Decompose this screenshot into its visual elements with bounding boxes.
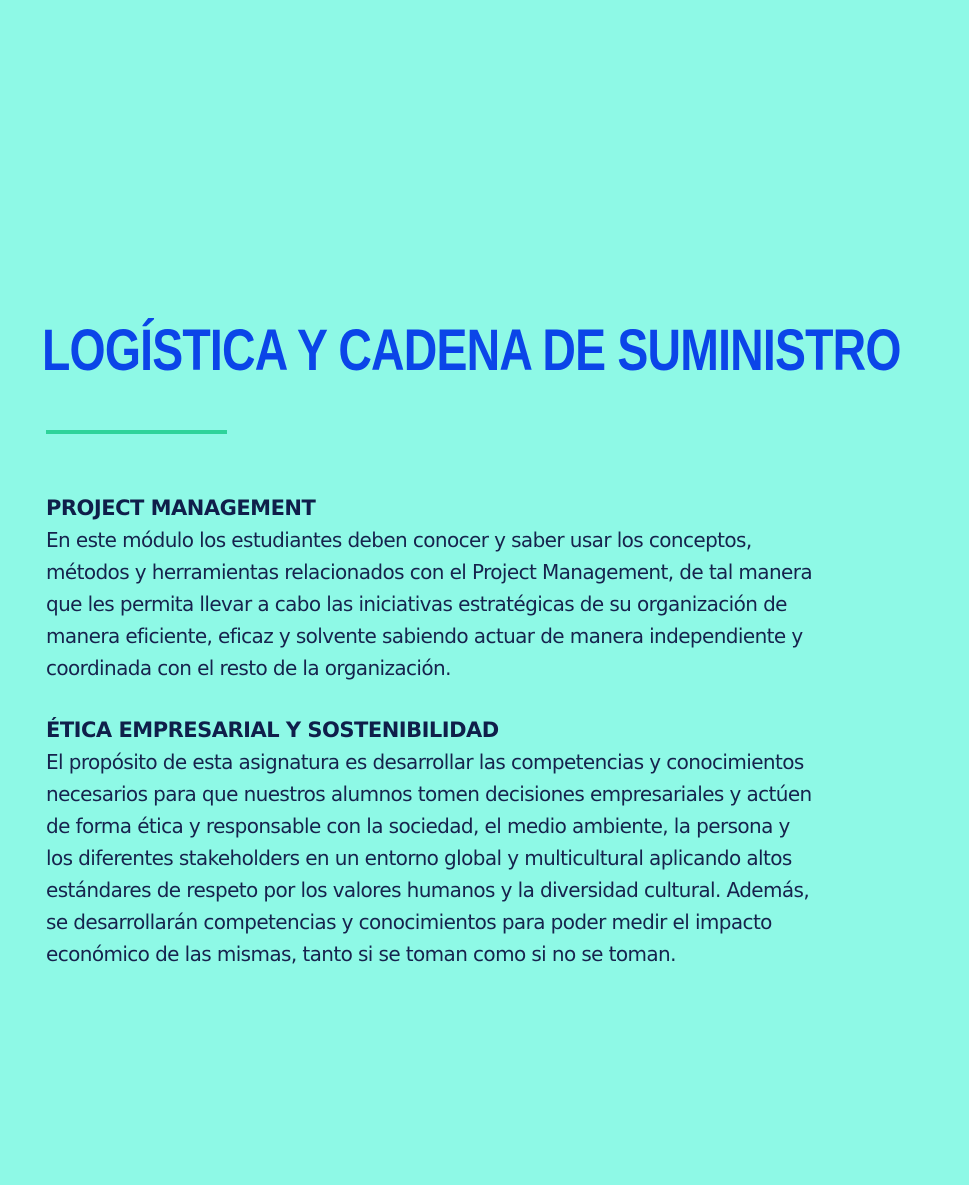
content: [46, 492, 936, 1000]
body-line: El propósito de esta asignatura es desarrollar las competencias y conocimientos: [46, 750, 804, 774]
title-divider: [46, 430, 227, 434]
section-body: [46, 524, 936, 684]
section-heading: ÉTICA EMPRESARIAL Y SOSTENIBILIDAD: [46, 718, 499, 742]
page-title: LOGÍSTICA Y CADENA DE SUMINISTRO: [42, 318, 901, 383]
body-line: económico de las mismas, tanto si se toman como si no se toman.: [46, 942, 676, 966]
section-heading: PROJECT MANAGEMENT: [46, 496, 316, 520]
section-project-management: [46, 492, 936, 684]
section-etica-empresarial: [46, 714, 936, 970]
body-line: estándares de respeto por los valores humanos y la diversidad cultural. Además,: [46, 878, 810, 902]
body-line: los diferentes stakeholders en un entorno global y multicultural aplicando altos: [46, 846, 792, 870]
body-line: métodos y herramientas relacionados con el Project Management, de tal manera: [46, 560, 813, 584]
body-line: coordinada con el resto de la organización.: [46, 656, 451, 680]
body-line: se desarrollarán competencias y conocimientos para poder medir el impacto: [46, 910, 772, 934]
body-line: de forma ética y responsable con la sociedad, el medio ambiente, la persona y: [46, 814, 790, 838]
body-line: manera eficiente, eficaz y solvente sabiendo actuar de manera independiente y: [46, 624, 803, 648]
section-body: [46, 746, 936, 970]
body-line: necesarios para que nuestros alumnos tomen decisiones empresariales y actúen: [46, 782, 812, 806]
body-line: que les permita llevar a cabo las iniciativas estratégicas de su organización de: [46, 592, 787, 616]
body-line: En este módulo los estudiantes deben conocer y saber usar los conceptos,: [46, 528, 752, 552]
